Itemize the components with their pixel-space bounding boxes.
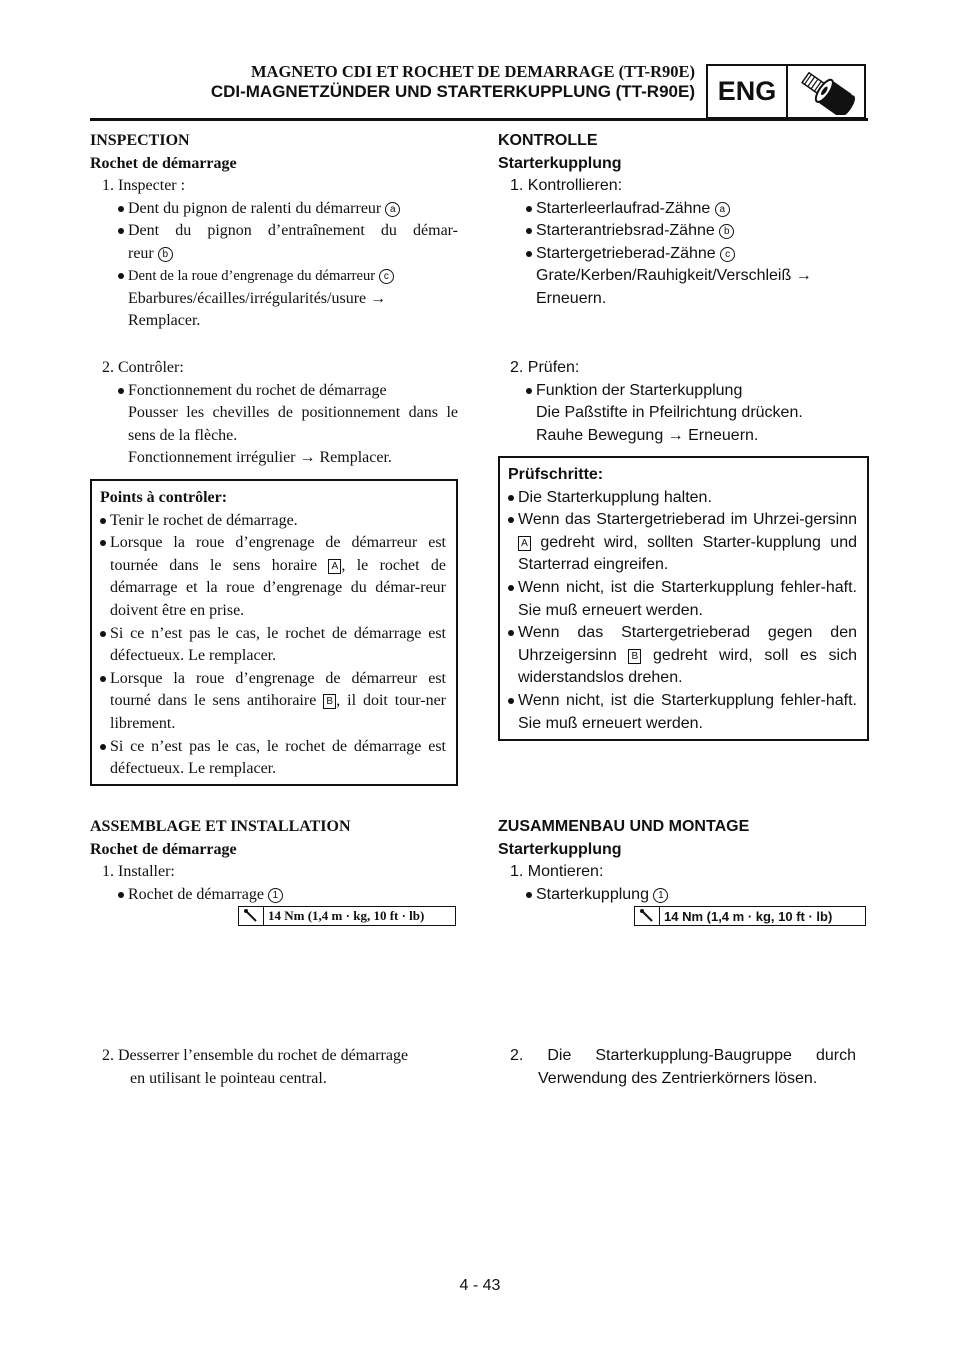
fr-assembly-subheading: Rochet de démarrage <box>90 840 237 858</box>
fr-assembly-step1-label: 1. Installer: <box>102 863 175 880</box>
torque-wrench-icon <box>635 907 660 925</box>
header-title-de: CDI-MAGNETZÜNDER UND STARTERKUPPLUNG (TT-R90E) <box>210 82 695 101</box>
de-inspection-section <box>498 130 868 310</box>
fr-torque-value: 14 Nm (1,4 m · kg, 10 ft · lb) <box>268 908 425 923</box>
fr-step2-cont1: Pousser les chevilles de positionnement dans le sens de la flèche. <box>128 404 458 444</box>
de-assembly-section <box>498 816 868 906</box>
fr-assembly-heading: ASSEMBLAGE ET INSTALLATION <box>90 818 351 835</box>
de-box-bullet2: Wenn das Startergetrieberad im Uhrzei-gersinn A gedreht wird, sollten Starter-kupplung und Starterrad eingreifen. <box>508 509 857 577</box>
de-inspection-heading: KONTROLLE <box>498 132 598 149</box>
de-box-bullet5: Wenn nicht, ist die Starterkupplung fehler-haft. Sie muß erneuert werden. <box>508 690 857 735</box>
fr-step1-cont1: Ebarbures/écailles/irrégularités/usure → <box>128 289 387 307</box>
fr-box-bullet2: Lorsque la roue d’engrenage de démarreur est tournée dans le sens horaire A , le rochet de démarrage et la roue d’engrenage du démar-reur doivent être en prise. <box>100 532 446 622</box>
de-step2-label: 2. Prüfen: <box>510 359 580 376</box>
fr-assembly-step2 <box>90 1045 458 1090</box>
de-assembly-step2 <box>498 1045 856 1090</box>
ref-b: b <box>158 247 173 262</box>
ref-B: B <box>323 694 336 709</box>
de-step1-cont1: Grate/Kerben/Rauhigkeit/Verschleiß → <box>536 267 812 284</box>
fr-step1-bullet3: Dent de la roue d’engrenage du démarreur c <box>90 265 458 288</box>
de-assembly-step1-label: 1. Montieren: <box>510 863 604 880</box>
fr-step2-label: 2. Contrôler: <box>102 359 184 376</box>
ref-b: b <box>719 224 734 239</box>
fr-step2-section <box>90 357 458 470</box>
header-title-fr: MAGNETO CDI ET ROCHET DE DEMARRAGE (TT-R90E) <box>250 62 695 81</box>
ref-B: B <box>628 649 641 664</box>
ref-1: 1 <box>653 888 668 903</box>
ref-c: c <box>379 269 394 284</box>
fr-assembly-step2-line2: en utilisant le pointeau central. <box>130 1069 327 1087</box>
torque-wrench-icon <box>239 907 264 925</box>
de-step2-bullet1: Funktion der Starterkupplung <box>498 380 868 403</box>
fr-inspection-heading: INSPECTION <box>90 132 190 149</box>
de-box-bullet3: Wenn nicht, ist die Starterkupplung fehler-haft. Sie muß erneuert werden. <box>508 577 857 622</box>
de-assembly-step1-bullet: Starterkupplung 1 <box>498 884 868 907</box>
ref-c: c <box>720 247 735 262</box>
fr-torque-spec <box>238 906 456 926</box>
engine-bolt-icon <box>788 66 864 117</box>
de-box-title: Prüfschritte: <box>508 466 604 483</box>
de-torque-spec <box>634 906 866 926</box>
de-step1-bullet2: Starterantriebsrad-Zähne b <box>498 220 868 243</box>
de-step1-bullet3: Startergetrieberad-Zähne c <box>498 243 868 266</box>
fr-step1-cont2: Remplacer. <box>128 312 201 329</box>
fr-assembly-section <box>90 816 458 906</box>
fr-box-title: Points à contrôler: <box>100 489 228 506</box>
ref-a: a <box>385 202 400 217</box>
ref-A: A <box>328 559 341 574</box>
header-rule <box>90 118 868 121</box>
ref-A: A <box>518 536 531 551</box>
fr-box-bullet1: Tenir le rochet de démarrage. <box>100 510 446 533</box>
page-number: 4 - 43 <box>459 1277 501 1294</box>
fr-step1-bullet2-line1: Dent du pignon d’entraînement du démar- <box>90 220 458 243</box>
de-torque-value: 14 Nm (1,4 m · kg, 10 ft · lb) <box>664 908 833 924</box>
fr-step2-bullet1: Fonctionnement du rochet de démarrage <box>90 380 458 403</box>
fr-box-bullet4: Lorsque la roue d’engrenage de démarreur est tourné dans le sens antihoraire B , il doit tour-ner librement. <box>100 668 446 736</box>
de-box-bullet4: Wenn das Startergetrieberad gegen den Uhrzeigersinn B gedreht wird, soll es sich widerstandslos drehen. <box>508 622 857 690</box>
de-assembly-heading: ZUSAMMENBAU UND MONTAGE <box>498 818 750 835</box>
fr-check-points-box <box>90 479 458 786</box>
fr-step1-bullet2-line2: reur b <box>90 243 458 266</box>
ref-1: 1 <box>268 888 283 903</box>
fr-assembly-step2-line1: 2. Desserrer l’ensemble du rochet de démarrage <box>102 1047 409 1064</box>
section-badge-label: ENG <box>708 66 788 117</box>
de-assembly-subheading: Starterkupplung <box>498 840 622 858</box>
de-step2-cont1: Die Paßstifte in Pfeilrichtung drücken. <box>536 404 803 421</box>
ref-a: a <box>715 202 730 217</box>
de-box-bullet1: Die Starterkupplung halten. <box>508 487 857 510</box>
fr-inspection-section <box>90 130 458 333</box>
fr-inspection-subheading: Rochet de démarrage <box>90 154 237 172</box>
fr-box-bullet3: Si ce n’est pas le cas, le rochet de démarrage est défectueux. Le remplacer. <box>100 623 446 668</box>
de-step1-bullet1: Starterleerlaufrad-Zähne a <box>498 198 868 221</box>
fr-step1-bullet1: Dent du pignon de ralenti du démarreur a <box>90 198 458 221</box>
section-badge <box>706 64 866 119</box>
de-inspection-subheading: Starterkupplung <box>498 154 622 172</box>
de-assembly-step2-text: 2. Die Starterkupplung-Baugruppe durch Verwendung des Zentrierkörners lösen. <box>510 1047 856 1087</box>
fr-step2-cont2: Fonctionnement irrégulier → Remplacer. <box>128 449 392 466</box>
de-step2-cont2: Rauhe Bewegung → Erneuern. <box>536 426 759 444</box>
de-step1-label: 1. Kontrollieren: <box>510 177 623 194</box>
fr-box-bullet5: Si ce n’est pas le cas, le rochet de démarrage est défectueux. Le remplacer. <box>100 736 446 781</box>
de-step1-cont2: Erneuern. <box>536 289 607 307</box>
fr-step1-label: 1. Inspecter : <box>102 177 186 194</box>
de-step2-section <box>498 357 868 447</box>
fr-assembly-step1-bullet: Rochet de démarrage 1 <box>90 884 458 907</box>
de-check-steps-box <box>498 456 869 741</box>
